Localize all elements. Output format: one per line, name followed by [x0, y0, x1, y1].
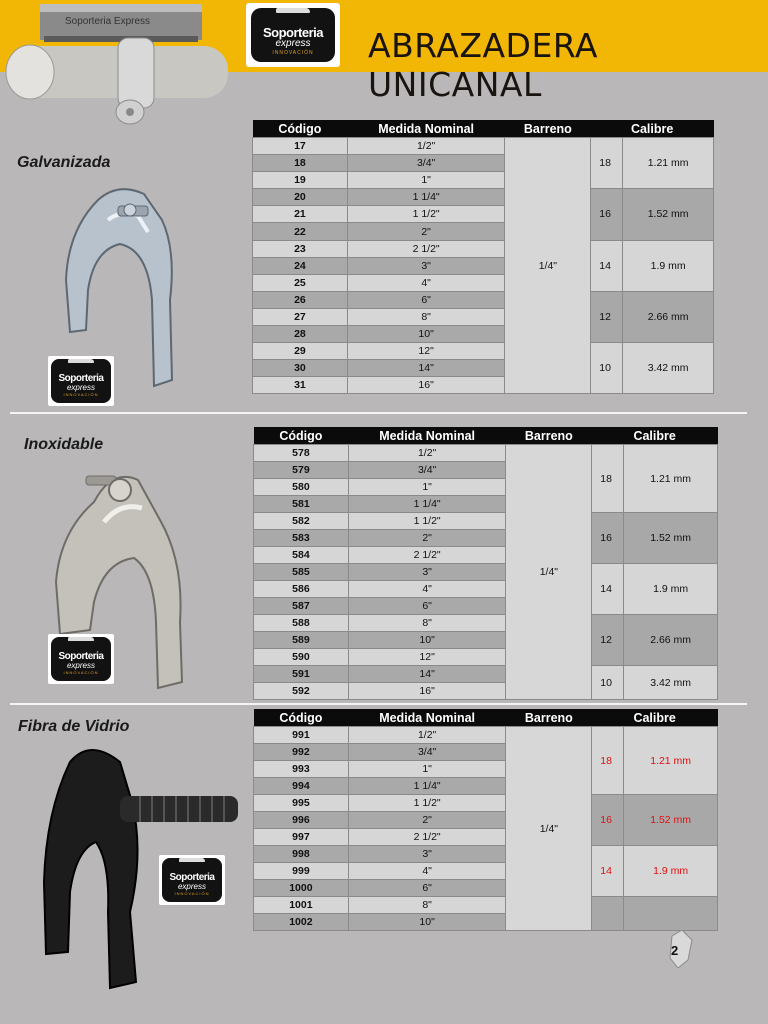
medida-cell: 16" [347, 377, 505, 394]
logo-line3: INNOVACIÓN [63, 670, 99, 675]
medida-cell: 10" [348, 914, 506, 931]
medida-cell: 4" [347, 274, 505, 291]
medida-cell: 3/4" [347, 155, 505, 172]
code-cell: 992 [254, 744, 349, 761]
medida-cell: 1" [348, 761, 506, 778]
code-cell: 31 [253, 377, 348, 394]
table-row [253, 138, 714, 155]
code-cell: 998 [254, 846, 349, 863]
medida-cell: 1 1/2" [348, 795, 506, 812]
calibre-gauge-cell: 16 [592, 513, 624, 564]
logo-line3: INNOVACIÓN [272, 50, 314, 56]
calibre-gauge-cell: 16 [592, 795, 624, 846]
medida-cell: 14" [347, 360, 505, 377]
brand-logo [246, 3, 340, 67]
medida-cell: 2 1/2" [347, 240, 505, 257]
col-header-medida: Medida Nominal [348, 709, 506, 727]
medida-cell: 3/4" [348, 744, 506, 761]
calibre-gauge-cell: 18 [591, 138, 623, 189]
calibre-gauge-cell [592, 897, 624, 931]
medida-cell: 3" [348, 564, 506, 581]
table-row [254, 513, 718, 530]
code-cell: 582 [254, 513, 349, 530]
calibre-mm-cell: 1.52 mm [624, 795, 718, 846]
calibre-gauge-cell: 12 [591, 291, 623, 342]
logo-line2: express [66, 383, 95, 392]
section-divider [10, 703, 747, 705]
code-cell: 581 [254, 496, 349, 513]
col-header-calibre: Calibre [591, 120, 714, 138]
section-label-galvanizada: Galvanizada [17, 154, 111, 171]
logo-line1: Soporteria [169, 872, 215, 883]
col-header-codigo: Código [253, 120, 348, 138]
col-header-barreno: Barreno [506, 427, 592, 445]
medida-cell: 10" [347, 326, 505, 343]
table-row [254, 897, 718, 914]
spec-table-galvanizada [252, 120, 714, 394]
calibre-mm-cell: 3.42 mm [623, 343, 714, 394]
code-cell: 579 [254, 462, 349, 479]
brand-logo-small [159, 855, 225, 905]
code-cell: 994 [254, 778, 349, 795]
medida-cell: 1 1/4" [347, 189, 505, 206]
medida-cell: 1 1/2" [347, 206, 505, 223]
brand-logo-small [48, 356, 114, 406]
car-logo-icon [68, 359, 94, 363]
table-row [254, 666, 718, 683]
code-cell: 18 [253, 155, 348, 172]
table-row [254, 445, 718, 462]
code-cell: 592 [254, 683, 349, 700]
table-row [253, 291, 714, 308]
barreno-cell: 1/4" [505, 138, 591, 394]
logo-line1: Soporteria [58, 651, 104, 662]
calibre-gauge-cell: 16 [591, 189, 623, 240]
code-cell: 17 [253, 138, 348, 155]
table-row [254, 727, 718, 744]
calibre-gauge-cell: 14 [592, 564, 624, 615]
medida-cell: 3" [347, 257, 505, 274]
barreno-cell: 1/4" [506, 727, 592, 931]
code-cell: 578 [254, 445, 349, 462]
code-cell: 580 [254, 479, 349, 496]
calibre-mm-cell: 1.9 mm [623, 240, 714, 291]
code-cell: 591 [254, 666, 349, 683]
medida-cell: 1 1/2" [348, 513, 506, 530]
car-logo-icon [179, 858, 205, 862]
calibre-mm-cell: 1.52 mm [623, 189, 714, 240]
medida-cell: 8" [348, 897, 506, 914]
medida-cell: 3/4" [348, 462, 506, 479]
code-cell: 993 [254, 761, 349, 778]
medida-cell: 4" [348, 863, 506, 880]
calibre-mm-cell: 1.9 mm [624, 846, 718, 897]
table-row [253, 240, 714, 257]
col-header-medida: Medida Nominal [348, 427, 506, 445]
logo-line2: express [66, 661, 95, 670]
car-logo-icon [276, 8, 310, 13]
medida-cell: 4" [348, 581, 506, 598]
table-row [254, 795, 718, 812]
medida-cell: 1/2" [348, 445, 506, 462]
medida-cell: 14" [348, 666, 506, 683]
code-cell: 590 [254, 649, 349, 666]
code-cell: 585 [254, 564, 349, 581]
code-cell: 23 [253, 240, 348, 257]
calibre-gauge-cell: 18 [592, 727, 624, 795]
spec-table-fibra [253, 709, 718, 931]
medida-cell: 1" [348, 479, 506, 496]
code-cell: 26 [253, 291, 348, 308]
code-cell: 1000 [254, 880, 349, 897]
calibre-mm-cell: 3.42 mm [624, 666, 718, 700]
section-divider [10, 412, 747, 414]
section-label-fibra: Fibra de Vidrio [18, 718, 130, 735]
logo-line2: express [177, 882, 206, 891]
medida-cell: 12" [347, 343, 505, 360]
medida-cell: 2" [348, 530, 506, 547]
code-cell: 25 [253, 274, 348, 291]
medida-cell: 12" [348, 649, 506, 666]
col-header-barreno: Barreno [505, 120, 591, 138]
page-number: 2 [671, 943, 679, 958]
medida-cell: 2" [347, 223, 505, 240]
code-cell: 991 [254, 727, 349, 744]
medida-cell: 10" [348, 632, 506, 649]
car-logo-icon [68, 637, 94, 641]
code-cell: 20 [253, 189, 348, 206]
calibre-mm-cell: 1.21 mm [624, 727, 718, 795]
medida-cell: 6" [347, 291, 505, 308]
logo-line3: INNOVACIÓN [174, 891, 210, 896]
logo-line1: Soporteria [58, 373, 104, 384]
code-cell: 584 [254, 547, 349, 564]
calibre-mm-cell: 1.52 mm [624, 513, 718, 564]
logo-line3: INNOVACIÓN [63, 392, 99, 397]
page-number-badge [668, 930, 694, 968]
medida-cell: 6" [348, 880, 506, 897]
medida-cell: 1/2" [347, 138, 505, 155]
photo-label: Soporteria Express [65, 16, 151, 27]
medida-cell: 1/2" [348, 727, 506, 744]
header-product-photo [0, 0, 230, 135]
medida-cell: 2 1/2" [348, 547, 506, 564]
medida-cell: 2" [348, 812, 506, 829]
code-cell: 21 [253, 206, 348, 223]
logo-line1: Soporteria [262, 25, 323, 40]
code-cell: 22 [253, 223, 348, 240]
medida-cell: 8" [347, 308, 505, 325]
code-cell: 19 [253, 172, 348, 189]
calibre-mm-cell: 2.66 mm [624, 615, 718, 666]
calibre-mm-cell [624, 897, 718, 931]
code-cell: 999 [254, 863, 349, 880]
code-cell: 24 [253, 257, 348, 274]
logo-line2: express [275, 38, 311, 49]
col-header-barreno: Barreno [506, 709, 592, 727]
code-cell: 996 [254, 812, 349, 829]
table-row [253, 343, 714, 360]
code-cell: 28 [253, 326, 348, 343]
col-header-calibre: Calibre [592, 709, 718, 727]
code-cell: 589 [254, 632, 349, 649]
code-cell: 997 [254, 829, 349, 846]
medida-cell: 16" [348, 683, 506, 700]
col-header-medida: Medida Nominal [347, 120, 505, 138]
barreno-cell: 1/4" [506, 445, 592, 700]
code-cell: 588 [254, 615, 349, 632]
calibre-gauge-cell: 18 [592, 445, 624, 513]
spec-table-inoxidable [253, 427, 718, 700]
code-cell: 1002 [254, 914, 349, 931]
code-cell: 995 [254, 795, 349, 812]
medida-cell: 1" [347, 172, 505, 189]
code-cell: 29 [253, 343, 348, 360]
code-cell: 583 [254, 530, 349, 547]
calibre-mm-cell: 2.66 mm [623, 291, 714, 342]
brand-logo-small [48, 634, 114, 684]
code-cell: 586 [254, 581, 349, 598]
table-row [254, 615, 718, 632]
calibre-gauge-cell: 10 [592, 666, 624, 700]
code-cell: 30 [253, 360, 348, 377]
col-header-codigo: Código [254, 709, 349, 727]
medida-cell: 2 1/2" [348, 829, 506, 846]
calibre-gauge-cell: 10 [591, 343, 623, 394]
calibre-mm-cell: 1.21 mm [623, 138, 714, 189]
calibre-mm-cell: 1.21 mm [624, 445, 718, 513]
calibre-gauge-cell: 12 [592, 615, 624, 666]
calibre-mm-cell: 1.9 mm [624, 564, 718, 615]
medida-cell: 1 1/4" [348, 778, 506, 795]
col-header-calibre: Calibre [592, 427, 718, 445]
table-row [253, 189, 714, 206]
medida-cell: 8" [348, 615, 506, 632]
code-cell: 27 [253, 308, 348, 325]
calibre-gauge-cell: 14 [591, 240, 623, 291]
medida-cell: 6" [348, 598, 506, 615]
medida-cell: 3" [348, 846, 506, 863]
code-cell: 1001 [254, 897, 349, 914]
col-header-codigo: Código [254, 427, 349, 445]
section-label-inoxidable: Inoxidable [24, 436, 104, 453]
table-row [254, 846, 718, 863]
code-cell: 587 [254, 598, 349, 615]
medida-cell: 1 1/4" [348, 496, 506, 513]
calibre-gauge-cell: 14 [592, 846, 624, 897]
table-row [254, 564, 718, 581]
page-title: ABRAZADERA UNICANAL [368, 26, 598, 104]
